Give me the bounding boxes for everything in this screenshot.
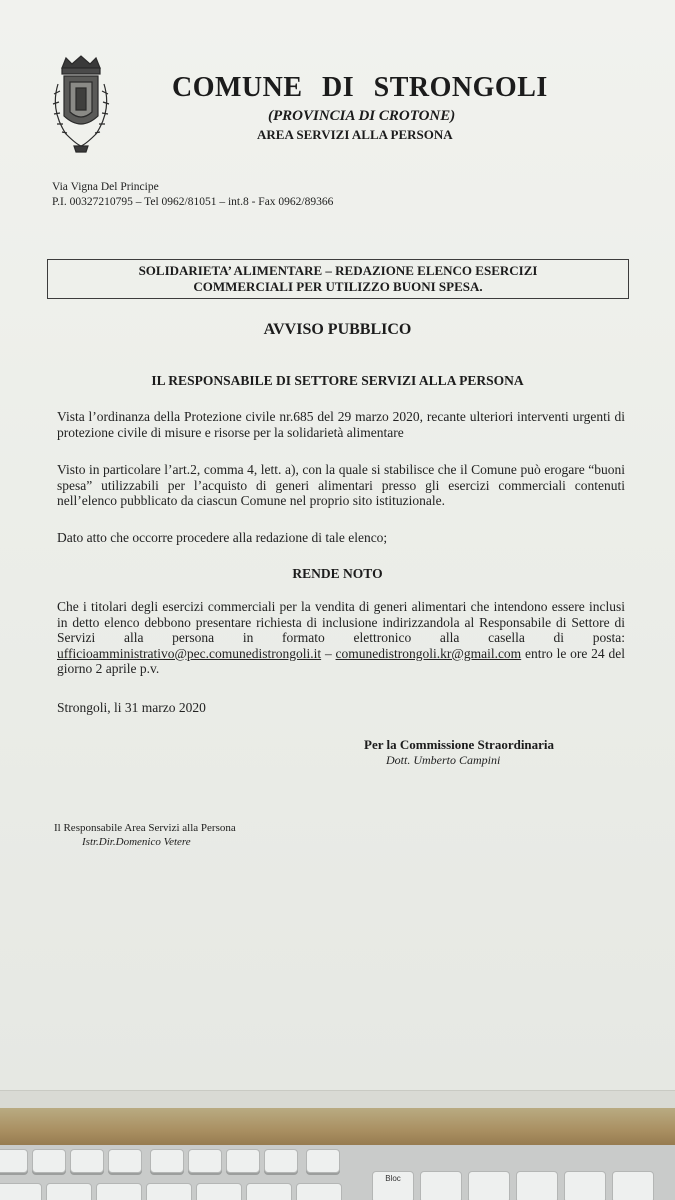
department-name: AREA SERVIZI ALLA PERSONA [257,127,453,142]
keyboard-key [264,1149,298,1173]
signature-manager-role: Il Responsabile Area Servizi alla Persona [54,822,236,834]
email-gmail-link[interactable]: comunedistrongoli.kr@gmail.com [335,645,522,661]
keyboard-key [188,1149,222,1173]
keyboard-key [612,1171,654,1200]
province-name: (PROVINCIA DI CROTONE) [268,108,456,124]
paragraph-ordinance: Vista l’ordinanza della Protezione civile nr.685 del 29 marzo 2020, recante ulteriori interventi urgenti di protezione civile di misure e risorse per la solidarietà alimentare [57,409,625,440]
paragraph-article: Visto in particolare l’art.2, comma 4, lett. a), con la quale si stabilisce che il Comune può erogare “buoni spesa” utilizzabili per l’acquisto di generi alimentari presso gli esercizi commerciali contenuti nell’elenco pubblicato da ciascun Comune nel proprio sito istituzionale. [57,462,625,508]
subject-line-2: COMMERCIALI PER UTILIZZO BUONI SPESA. [193,279,483,294]
address-street: Via Vigna Del Principe [52,181,159,193]
notice-title: AVVISO PUBBLICO [263,321,412,338]
keyboard-key [0,1149,28,1173]
rende-noto-heading: RENDE NOTO [292,566,383,581]
keyboard-key [146,1183,192,1200]
municipality-title: COMUNE DI STRONGOLI [172,72,548,103]
keyboard-key [306,1149,340,1173]
keyboard-key [108,1149,142,1173]
keyboard-key [32,1149,66,1173]
deadline-text: entro le ore 24 del giorno 2 aprile p.v. [57,645,625,676]
keyboard-key [246,1183,292,1200]
keyboard-key-bloc [372,1171,414,1200]
keyboard-key [46,1183,92,1200]
keyboard-key [0,1183,42,1200]
keyboard-key [564,1171,606,1200]
keyboard [0,1145,675,1200]
email-pec-link[interactable]: ufficioamministrativo@pec.comunedistrongoli.it [57,645,322,661]
keyboard-key [226,1149,260,1173]
municipal-crest-icon [48,54,114,158]
keyboard-key [70,1149,104,1173]
subject-line-1: SOLIDARIETA’ ALIMENTARE – REDAZIONE ELENCO ESERCIZI [138,263,538,278]
keyboard-key-label: Bloc [385,1174,401,1183]
keyboard-key [468,1171,510,1200]
signature-commission-role: Per la Commissione Straordinaria [364,737,555,752]
instructions-text: Che i titolari degli esercizi commerciali per la vendita di generi alimentari che intendono essere inclusi in detto elenco debbono presentare richiesta di inclusione indirizzandola al Responsabile di Settore di Servizi alla persona in formato elettronico alla casella di posta: [57,599,625,645]
email-separator: – [321,645,336,661]
issuer-heading: IL RESPONSABILE DI SETTORE SERVIZI ALLA PERSONA [151,373,524,388]
signature-manager-name: Istr.Dir.Domenico Vetere [82,836,191,848]
desk-edge [0,1108,675,1146]
contact-address [52,180,333,210]
keyboard-key [196,1183,242,1200]
keyboard-key [96,1183,142,1200]
signature-commission-name: Dott. Umberto Campini [386,753,501,767]
subject-box [47,259,629,299]
keyboard-key [420,1171,462,1200]
paragraph-given-act: Dato atto che occorre procedere alla redazione di tale elenco; [57,530,388,545]
keyboard-key [296,1183,342,1200]
keyboard-key [150,1149,184,1173]
paragraph-instructions [57,599,625,677]
address-contacts: P.I. 00327210795 – Tel 0962/81051 – int.8 - Fax 0962/89366 [52,196,334,208]
keyboard-key [516,1171,558,1200]
date-place: Strongoli, li 31 marzo 2020 [57,700,206,715]
